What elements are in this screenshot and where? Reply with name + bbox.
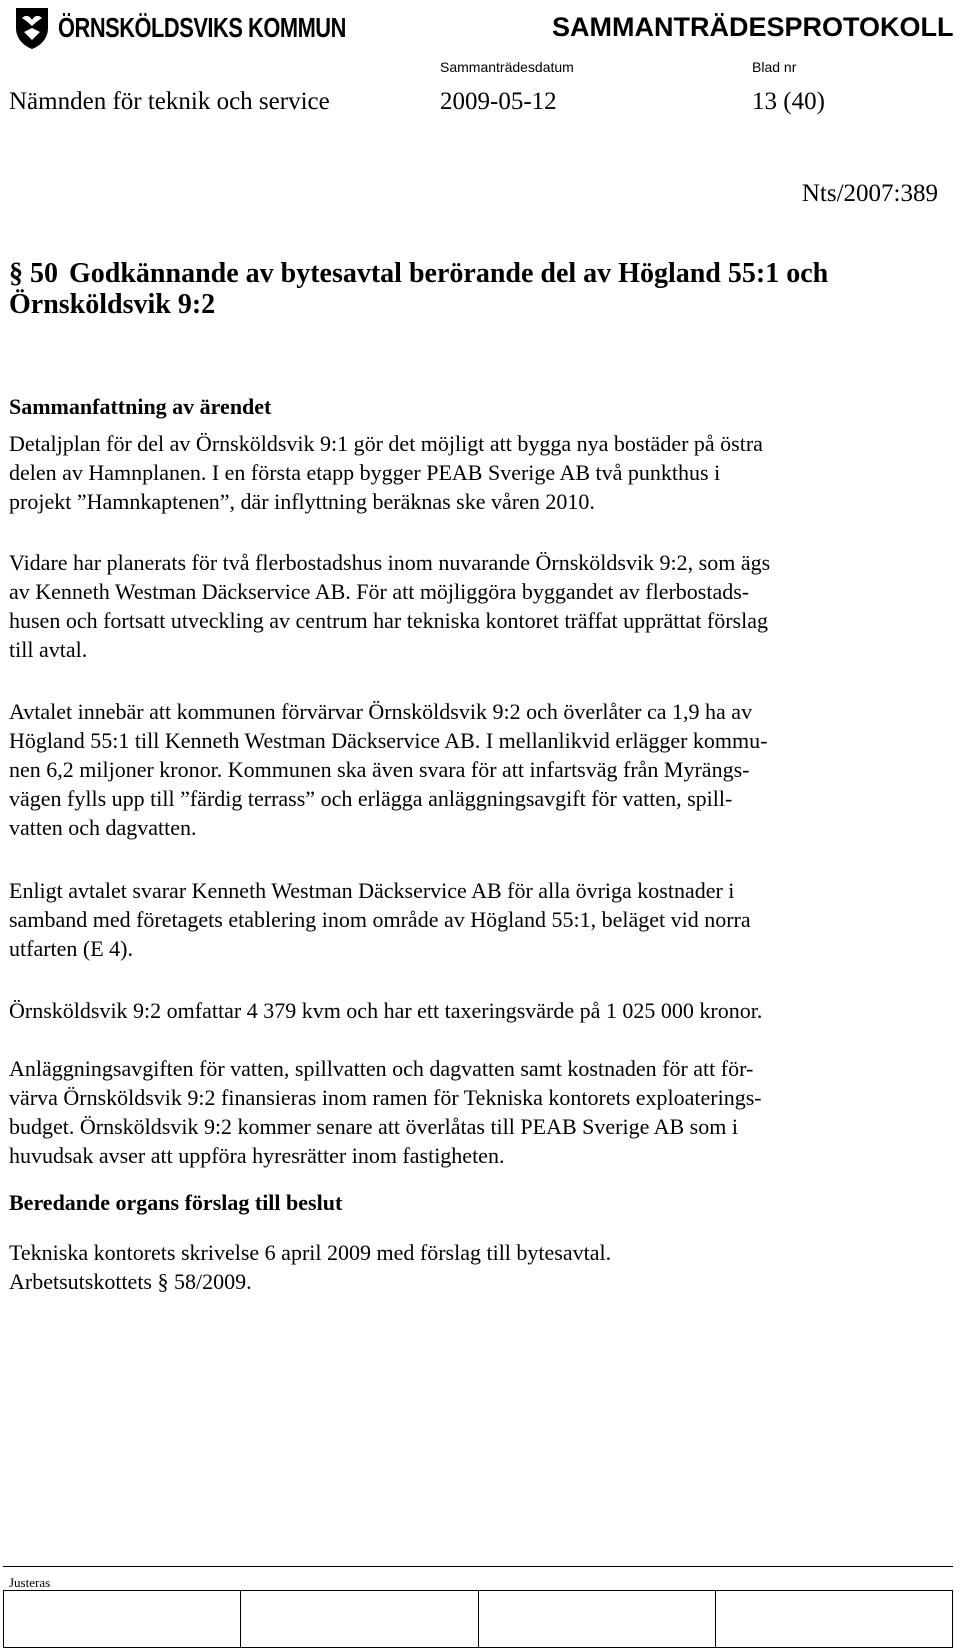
organization-name: ÖRNSKÖLDSVIKS KOMMUN	[58, 12, 346, 43]
summary-paragraph-2: Vidare har planerats för två flerbostadshus inom nuvarande Örnsköldsvik 9:2, som ägs av Kenneth Westman Däckservice AB. För att möjliggöra byggandet av flerbostads- husen och fortsatt utveckling av centrum har tekniska kontoret träffat upprättat förslag till avtal.	[9, 550, 771, 662]
date-label: Sammanträdesdatum	[440, 59, 574, 75]
footer-divider	[3, 1566, 953, 1567]
footer-label: Justeras	[9, 1575, 51, 1590]
signature-table	[3, 1590, 953, 1648]
signature-cell	[478, 1591, 715, 1648]
meeting-date: 2009-05-12	[440, 88, 557, 115]
paragraph-number: § 50	[9, 258, 58, 289]
signature-cell	[4, 1591, 241, 1648]
summary-paragraph-5: Örnsköldsvik 9:2 omfattar 4 379 kvm och har ett taxeringsvärde på 1 025 000 kronor.	[9, 998, 763, 1023]
proposal-text: Tekniska kontorets skrivelse 6 april 2009 med förslag till bytesavtal. Arbetsutskottets § 58/2009.	[9, 1240, 612, 1294]
coat-of-arms-icon	[12, 6, 52, 50]
signature-cell	[715, 1591, 952, 1648]
document-title: SAMMANTRÄDESPROTOKOLL	[552, 12, 954, 42]
summary-paragraph-4: Enligt avtalet svarar Kenneth Westman Däckservice AB för alla övriga kostnader i samband med företagets etablering inom område av Högland 55:1, beläget vid norra utfarten (E 4).	[9, 878, 751, 961]
case-reference: Nts/2007:389	[801, 180, 938, 207]
proposal-heading: Beredande organs förslag till beslut	[9, 1190, 343, 1215]
committee-name: Nämnden för teknik och service	[9, 88, 330, 115]
page-label: Blad nr	[752, 59, 797, 75]
paragraph-title: Godkännande av bytesavtal berörande del av Högland 55:1 och Örnsköldsvik 9:2	[9, 258, 829, 320]
section-symbol: §	[9, 258, 23, 289]
paragraph-heading	[9, 258, 929, 320]
page-number: 13 (40)	[752, 88, 825, 115]
summary-paragraph-1: Detaljplan för del av Örnsköldsvik 9:1 gör det möjligt att bygga nya bostäder på östra delen av Hamnplanen. I en första etapp bygger PEAB Sverige AB två punkthus i projekt ”Hamnkaptenen”, där inflyttning beräknas ske våren 2010.	[9, 431, 763, 514]
summary-heading: Sammanfattning av ärendet	[9, 394, 272, 419]
summary-paragraph-3: Avtalet innebär att kommunen förvärvar Örnsköldsvik 9:2 och överlåter ca 1,9 ha av Högland 55:1 till Kenneth Westman Däckservice AB. I mellanlikvid erlägger kommu- nen 6,2 miljoner kronor. Kommunen ska även svara för att infartsväg från Myrängs- vägen fylls upp till ”färdig terrass” och erlägga anläggningsavgift för vatten, spill- vatten och dagvatten.	[9, 699, 768, 840]
signature-cell	[241, 1591, 478, 1648]
summary-paragraph-6: Anläggningsavgiften för vatten, spillvatten och dagvatten samt kostnaden för att för- värva Örnsköldsvik 9:2 finansieras inom ramen för Tekniska kontorets exploaterings- budget. Örnsköldsvik 9:2 kommer senare att överlåtas till PEAB Sverige AB som i huvudsak avser att uppföra hyresrätter inom fastigheten.	[9, 1056, 762, 1168]
